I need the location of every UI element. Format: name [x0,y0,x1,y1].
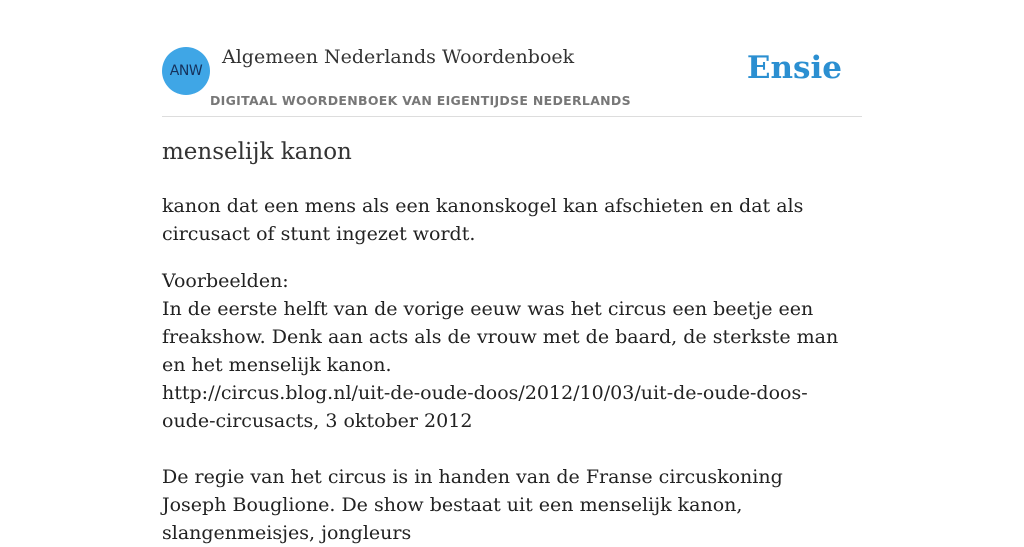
example-text: De regie van het circus is in handen van de Franse circuskoning Joseph Bouglione. De show bestaat uit een menselijk kanon, slangenmeisjes, jongleurs [162,466,783,544]
examples-section [162,267,852,547]
anw-logo[interactable]: ANW [162,47,210,95]
site-header [162,0,862,117]
page [162,0,862,544]
example-source: http://circus.blog.nl/uit-de-oude-doos/2012/10/03/uit-de-oude-doos-oude-circusacts, 3 oktober 2012 [162,382,808,432]
examples-label: Voorbeelden: [162,270,289,292]
site-subtitle: DIGITAAL WOORDENBOEK VAN EIGENTIJDSE NEDERLANDS [210,93,631,108]
spacer [162,435,852,463]
entry-term: menselijk kanon [162,139,352,165]
site-title[interactable]: Algemeen Nederlands Woordenboek [222,46,575,68]
entry-definition: kanon dat een mens als een kanonskogel kan afschieten en dat als circusact of stunt ingezet wordt. [162,195,804,245]
ensie-logo-link[interactable]: Ensie [746,50,842,86]
example-text: In de eerste helft van de vorige eeuw was het circus een beetje een freakshow. Denk aan acts als de vrouw met de baard, de sterkste man en het menselijk kanon. [162,298,839,376]
